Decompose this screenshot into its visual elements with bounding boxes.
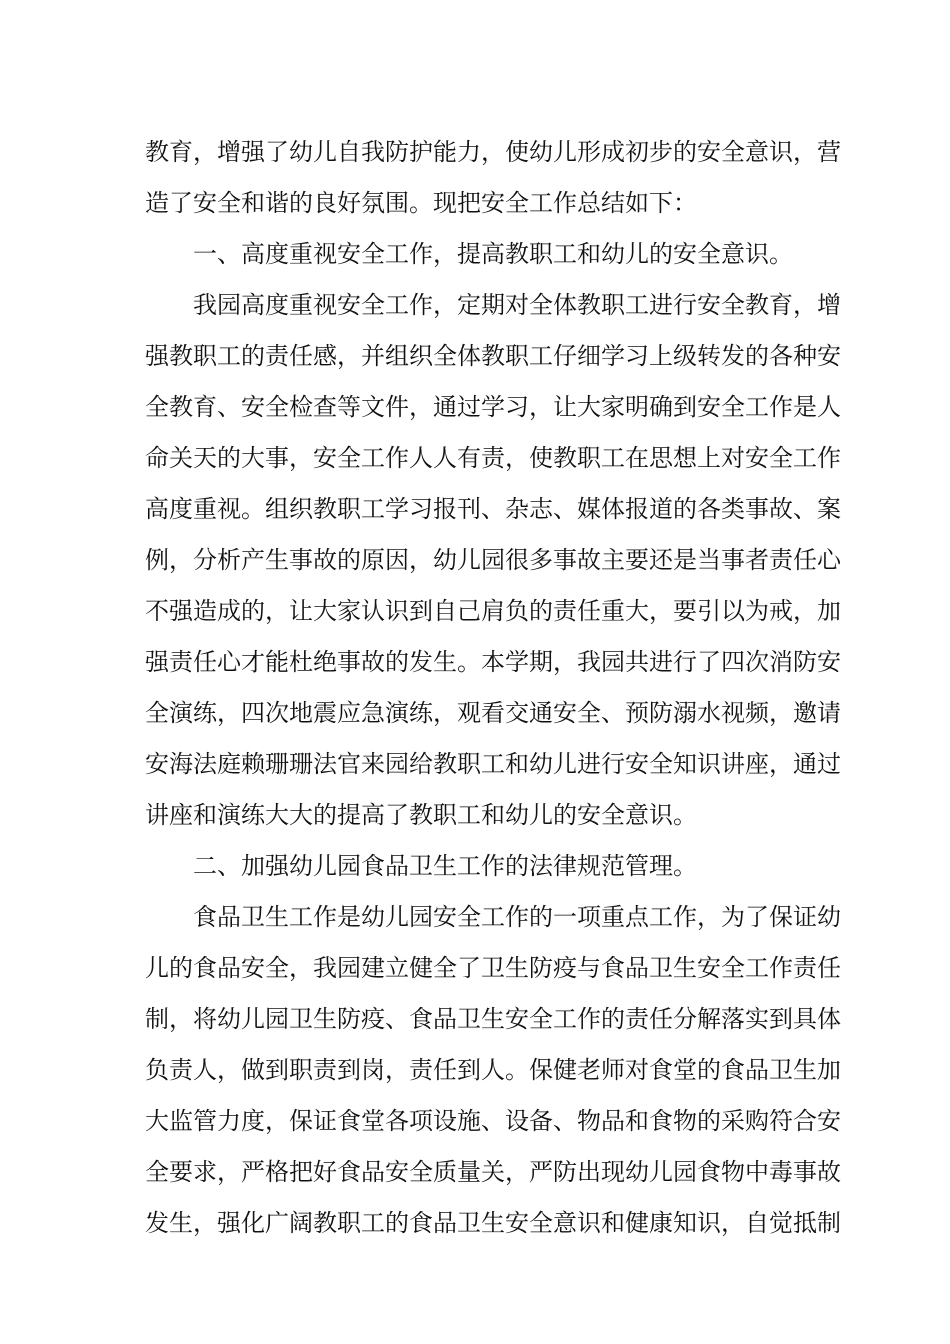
text-line: 食品卫生工作是幼儿园安全工作的一项重点工作，为了保证幼 bbox=[193, 903, 841, 931]
text-line: 命关天的大事，安全工作人人有责，使教职工在思想上对安全工作 bbox=[145, 444, 841, 472]
text-line: 造了安全和谐的良好氛围。现把安全工作总结如下： bbox=[145, 189, 697, 217]
text-line: 不强造成的，让大家认识到自己肩负的责任重大，要引以为戒，加 bbox=[145, 597, 841, 625]
text-line: 高度重视。组织教职工学习报刊、杂志、媒体报道的各类事故、案 bbox=[145, 495, 841, 523]
text-line: 我园高度重视安全工作，定期对全体教职工进行安全教育，增 bbox=[193, 291, 841, 319]
text-line: 制，将幼儿园卫生防疫、食品卫生安全工作的责任分解落实到具体 bbox=[145, 1005, 841, 1033]
section-heading: 二、加强幼儿园食品卫生工作的法律规范管理。 bbox=[193, 852, 697, 880]
text-line: 强教职工的责任感，并组织全体教职工仔细学习上级转发的各种安 bbox=[145, 342, 841, 370]
text-line: 儿的食品安全，我园建立健全了卫生防疫与食品卫生安全工作责任 bbox=[145, 954, 841, 982]
text-line: 负责人，做到职责到岗，责任到人。保健老师对食堂的食品卫生加 bbox=[145, 1056, 841, 1084]
text-line: 教育，增强了幼儿自我防护能力，使幼儿形成初步的安全意识，营 bbox=[145, 138, 841, 166]
text-line: 安海法庭赖珊珊法官来园给教职工和幼儿进行安全知识讲座，通过 bbox=[145, 750, 841, 778]
text-line: 例，分析产生事故的原因，幼儿园很多事故主要还是当事者责任心 bbox=[145, 546, 841, 574]
section-heading: 一、高度重视安全工作，提高教职工和幼儿的安全意识。 bbox=[193, 240, 793, 268]
text-line: 全教育、安全检查等文件，通过学习，让大家明确到安全工作是人 bbox=[145, 393, 841, 421]
text-line: 发生，强化广阔教职工的食品卫生安全意识和健康知识，自觉抵制 bbox=[145, 1209, 841, 1237]
text-line: 全演练，四次地震应急演练，观看交通安全、预防溺水视频，邀请 bbox=[145, 699, 841, 727]
text-line: 讲座和演练大大的提高了教职工和幼儿的安全意识。 bbox=[145, 801, 697, 829]
text-line: 大监管力度，保证食堂各项设施、设备、物品和食物的采购符合安 bbox=[145, 1107, 841, 1135]
text-line: 强责任心才能杜绝事故的发生。本学期，我园共进行了四次消防安 bbox=[145, 648, 841, 676]
text-line: 全要求，严格把好食品安全质量关，严防出现幼儿园食物中毒事故 bbox=[145, 1158, 841, 1186]
